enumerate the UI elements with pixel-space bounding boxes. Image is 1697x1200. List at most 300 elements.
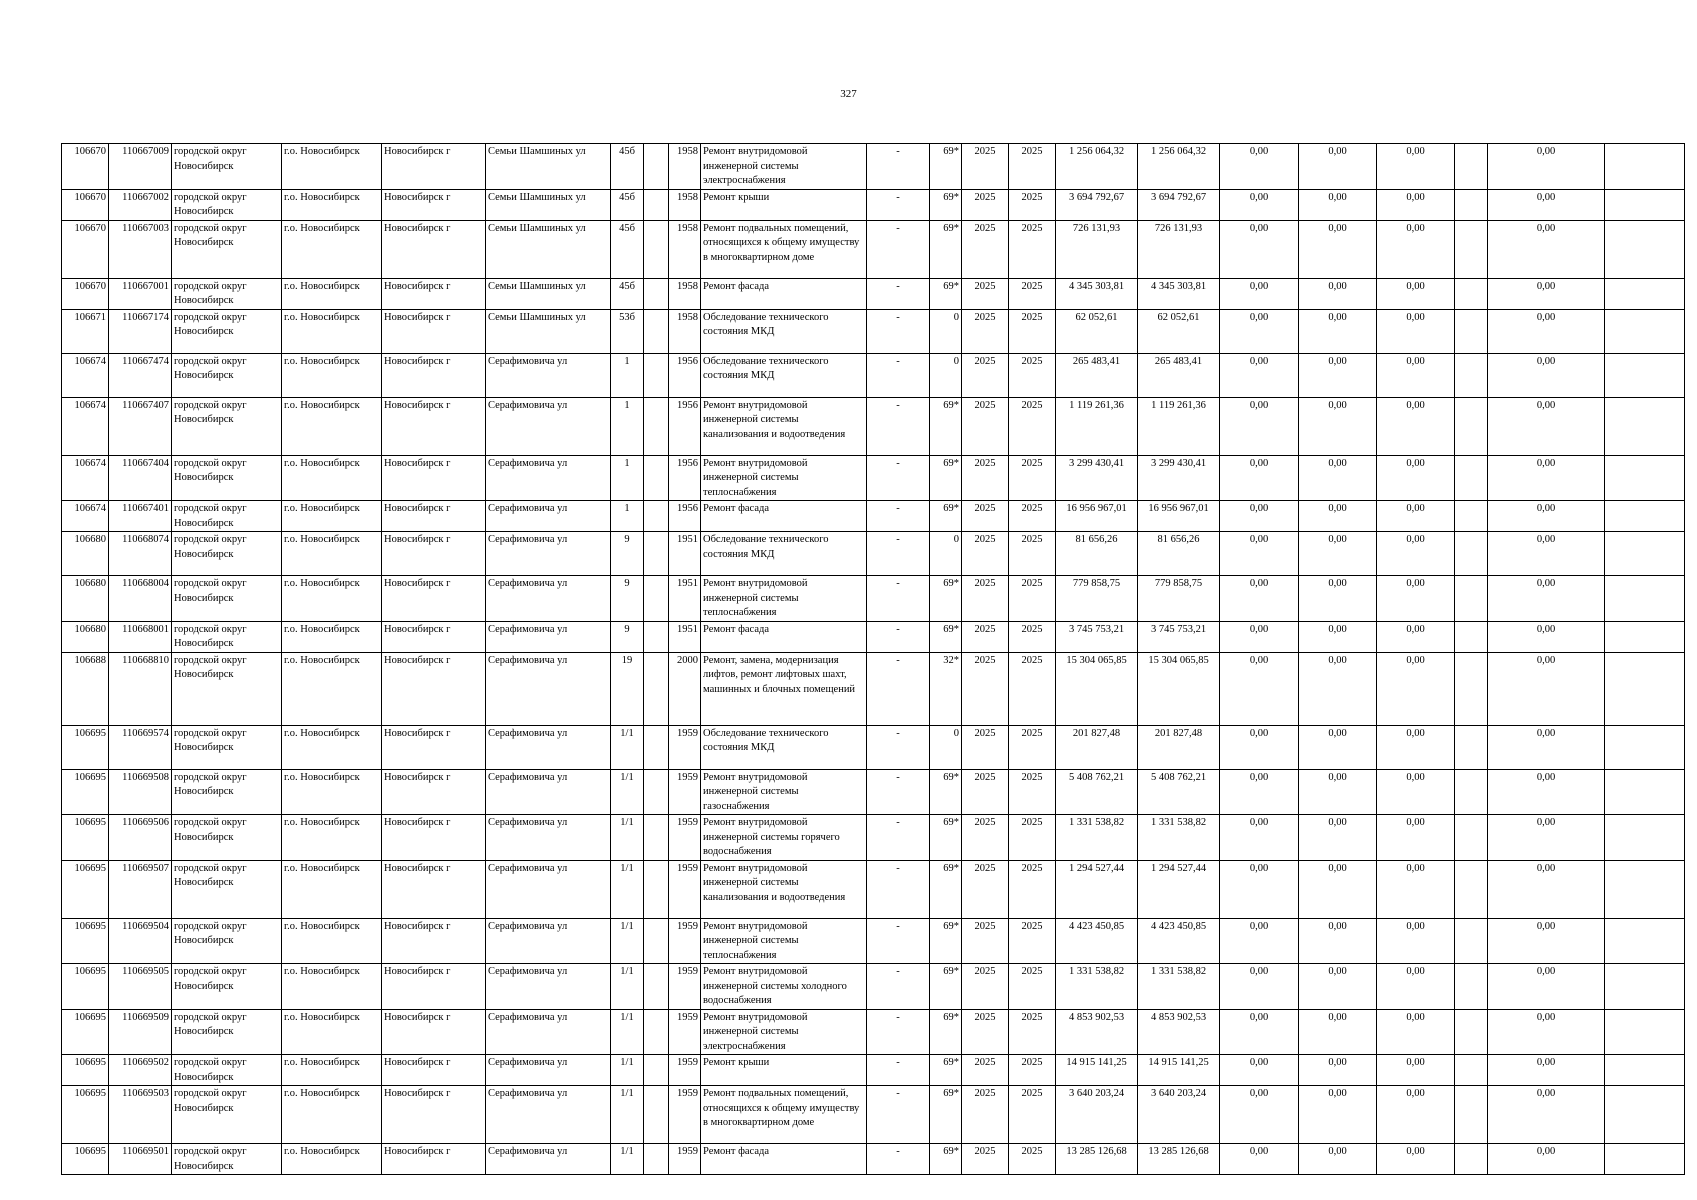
house-id-cell: 106674 [62,353,109,397]
plan-year-end-cell: 2025 [1009,1144,1056,1175]
house-number-cell: 1/1 [611,1086,644,1144]
total-cost-cell: 81 656,26 [1056,532,1138,576]
plan-year-end-cell: 2025 [1009,815,1056,861]
budget-federal-cell: 0,00 [1220,455,1299,501]
wear-percent-cell: 0 [930,725,962,769]
table-row [62,189,1685,220]
street-cell: Серафимовича ул [486,1009,611,1055]
total-cost-cell: 1 331 538,82 [1056,964,1138,1010]
unit-cell: - [867,918,930,964]
house-number-cell: 1/1 [611,1009,644,1055]
wear-percent-cell: 0 [930,532,962,576]
municipality-cell: г.о. Новосибирск [282,1009,382,1055]
budget-federal-cell: 0,00 [1220,769,1299,815]
fund-cost-cell: 81 656,26 [1138,532,1220,576]
building-cell [644,501,669,532]
owners-funds-cell: 0,00 [1488,918,1605,964]
budget-regional-cell: 0,00 [1299,725,1377,769]
build-year-cell: 1958 [669,189,701,220]
owners-funds-cell: 0,00 [1488,769,1605,815]
unit-cell: - [867,144,930,190]
owners-funds-cell: 0,00 [1488,1009,1605,1055]
locality-cell: Новосибирск г [382,532,486,576]
street-cell: Серафимовича ул [486,501,611,532]
table-row [62,455,1685,501]
budget-federal-cell: 0,00 [1220,576,1299,622]
fund-cost-cell: 1 331 538,82 [1138,815,1220,861]
total-cost-cell: 15 304 065,85 [1056,652,1138,725]
empty-cell [1455,621,1488,652]
building-cell [644,964,669,1010]
owners-funds-cell: 0,00 [1488,353,1605,397]
total-cost-cell: 14 915 141,25 [1056,1055,1138,1086]
plan-year-start-cell: 2025 [962,532,1009,576]
owners-funds-cell: 0,00 [1488,1086,1605,1144]
total-cost-cell: 4 853 902,53 [1056,1009,1138,1055]
wear-percent-cell: 69* [930,220,962,278]
fund-cost-cell: 4 345 303,81 [1138,278,1220,309]
empty-cell [1455,144,1488,190]
owners-funds-cell: 0,00 [1488,144,1605,190]
district-cell: городской округ Новосибирск [172,532,282,576]
note-cell [1605,576,1685,622]
municipality-cell: г.о. Новосибирск [282,1144,382,1175]
municipality-cell: г.о. Новосибирск [282,621,382,652]
work-type-cell: Ремонт внутридомовой инженерной системы теплоснабжения [701,918,867,964]
work-code-cell: 110669501 [109,1144,172,1175]
street-cell: Семьи Шамшиных ул [486,309,611,353]
street-cell: Серафимовича ул [486,964,611,1010]
plan-year-end-cell: 2025 [1009,1009,1056,1055]
locality-cell: Новосибирск г [382,1144,486,1175]
locality-cell: Новосибирск г [382,144,486,190]
plan-year-end-cell: 2025 [1009,652,1056,725]
street-cell: Серафимовича ул [486,397,611,455]
wear-percent-cell: 69* [930,918,962,964]
owners-funds-cell: 0,00 [1488,309,1605,353]
plan-year-end-cell: 2025 [1009,725,1056,769]
street-cell: Серафимовича ул [486,769,611,815]
owners-funds-cell: 0,00 [1488,455,1605,501]
municipality-cell: г.о. Новосибирск [282,220,382,278]
house-number-cell: 45б [611,144,644,190]
total-cost-cell: 13 285 126,68 [1056,1144,1138,1175]
plan-year-start-cell: 2025 [962,397,1009,455]
note-cell [1605,1009,1685,1055]
house-number-cell: 1 [611,455,644,501]
street-cell: Серафимовича ул [486,353,611,397]
fund-cost-cell: 62 052,61 [1138,309,1220,353]
house-id-cell: 106674 [62,501,109,532]
work-code-cell: 110667474 [109,353,172,397]
table-row [62,1086,1685,1144]
building-cell [644,918,669,964]
plan-year-start-cell: 2025 [962,309,1009,353]
owners-funds-cell: 0,00 [1488,189,1605,220]
building-cell [644,144,669,190]
plan-year-end-cell: 2025 [1009,278,1056,309]
total-cost-cell: 5 408 762,21 [1056,769,1138,815]
build-year-cell: 1956 [669,397,701,455]
plan-year-end-cell: 2025 [1009,769,1056,815]
street-cell: Серафимовича ул [486,815,611,861]
wear-percent-cell: 69* [930,621,962,652]
empty-cell [1455,353,1488,397]
note-cell [1605,144,1685,190]
table-row [62,1144,1685,1175]
plan-year-start-cell: 2025 [962,576,1009,622]
street-cell: Серафимовича ул [486,1144,611,1175]
unit-cell: - [867,1055,930,1086]
total-cost-cell: 16 956 967,01 [1056,501,1138,532]
table-row [62,918,1685,964]
note-cell [1605,309,1685,353]
house-id-cell: 106680 [62,532,109,576]
budget-federal-cell: 0,00 [1220,532,1299,576]
total-cost-cell: 201 827,48 [1056,725,1138,769]
build-year-cell: 2000 [669,652,701,725]
owners-funds-cell: 0,00 [1488,1055,1605,1086]
district-cell: городской округ Новосибирск [172,652,282,725]
building-cell [644,353,669,397]
unit-cell: - [867,860,930,918]
house-number-cell: 45б [611,278,644,309]
total-cost-cell: 3 694 792,67 [1056,189,1138,220]
note-cell [1605,652,1685,725]
house-number-cell: 53б [611,309,644,353]
capital-repair-table [61,143,1685,1175]
budget-regional-cell: 0,00 [1299,964,1377,1010]
work-type-cell: Ремонт крыши [701,1055,867,1086]
build-year-cell: 1958 [669,309,701,353]
house-id-cell: 106670 [62,220,109,278]
building-cell [644,1144,669,1175]
note-cell [1605,1144,1685,1175]
plan-year-end-cell: 2025 [1009,964,1056,1010]
building-cell [644,815,669,861]
municipality-cell: г.о. Новосибирск [282,576,382,622]
budget-local-cell: 0,00 [1377,532,1455,576]
table-row [62,309,1685,353]
house-id-cell: 106695 [62,918,109,964]
work-code-cell: 110668001 [109,621,172,652]
municipality-cell: г.о. Новосибирск [282,397,382,455]
plan-year-start-cell: 2025 [962,220,1009,278]
district-cell: городской округ Новосибирск [172,501,282,532]
budget-regional-cell: 0,00 [1299,144,1377,190]
municipality-cell: г.о. Новосибирск [282,501,382,532]
unit-cell: - [867,621,930,652]
empty-cell [1455,860,1488,918]
work-code-cell: 110669509 [109,1009,172,1055]
budget-local-cell: 0,00 [1377,918,1455,964]
owners-funds-cell: 0,00 [1488,860,1605,918]
street-cell: Серафимовича ул [486,455,611,501]
wear-percent-cell: 69* [930,1009,962,1055]
budget-federal-cell: 0,00 [1220,1055,1299,1086]
municipality-cell: г.о. Новосибирск [282,353,382,397]
empty-cell [1455,964,1488,1010]
district-cell: городской округ Новосибирск [172,860,282,918]
build-year-cell: 1959 [669,769,701,815]
note-cell [1605,353,1685,397]
work-type-cell: Ремонт фасада [701,278,867,309]
work-type-cell: Ремонт внутридомовой инженерной системы теплоснабжения [701,576,867,622]
plan-year-end-cell: 2025 [1009,1086,1056,1144]
work-code-cell: 110667401 [109,501,172,532]
budget-federal-cell: 0,00 [1220,815,1299,861]
house-number-cell: 19 [611,652,644,725]
owners-funds-cell: 0,00 [1488,621,1605,652]
house-id-cell: 106688 [62,652,109,725]
street-cell: Серафимовича ул [486,532,611,576]
fund-cost-cell: 3 694 792,67 [1138,189,1220,220]
fund-cost-cell: 1 294 527,44 [1138,860,1220,918]
work-code-cell: 110667174 [109,309,172,353]
work-type-cell: Ремонт подвальных помещений, относящихся к общему имуществу в многоквартирном доме [701,220,867,278]
house-id-cell: 106680 [62,576,109,622]
street-cell: Серафимовича ул [486,1055,611,1086]
building-cell [644,576,669,622]
budget-regional-cell: 0,00 [1299,1086,1377,1144]
work-type-cell: Ремонт внутридомовой инженерной системы электроснабжения [701,144,867,190]
unit-cell: - [867,353,930,397]
district-cell: городской округ Новосибирск [172,1009,282,1055]
budget-regional-cell: 0,00 [1299,353,1377,397]
work-code-cell: 110669508 [109,769,172,815]
building-cell [644,220,669,278]
work-type-cell: Обследование технического состояния МКД [701,725,867,769]
municipality-cell: г.о. Новосибирск [282,725,382,769]
budget-regional-cell: 0,00 [1299,860,1377,918]
locality-cell: Новосибирск г [382,501,486,532]
budget-federal-cell: 0,00 [1220,220,1299,278]
building-cell [644,532,669,576]
empty-cell [1455,1086,1488,1144]
budget-local-cell: 0,00 [1377,964,1455,1010]
locality-cell: Новосибирск г [382,189,486,220]
district-cell: городской округ Новосибирск [172,220,282,278]
unit-cell: - [867,576,930,622]
budget-federal-cell: 0,00 [1220,1144,1299,1175]
budget-local-cell: 0,00 [1377,1055,1455,1086]
total-cost-cell: 726 131,93 [1056,220,1138,278]
build-year-cell: 1959 [669,964,701,1010]
build-year-cell: 1959 [669,1009,701,1055]
budget-local-cell: 0,00 [1377,1086,1455,1144]
note-cell [1605,918,1685,964]
plan-year-start-cell: 2025 [962,1009,1009,1055]
fund-cost-cell: 1 331 538,82 [1138,964,1220,1010]
work-code-cell: 110667009 [109,144,172,190]
work-type-cell: Ремонт, замена, модернизация лифтов, ремонт лифтовых шахт, машинных и блочных помещений [701,652,867,725]
locality-cell: Новосибирск г [382,278,486,309]
district-cell: городской округ Новосибирск [172,964,282,1010]
building-cell [644,189,669,220]
empty-cell [1455,1055,1488,1086]
locality-cell: Новосибирск г [382,576,486,622]
budget-regional-cell: 0,00 [1299,1055,1377,1086]
plan-year-start-cell: 2025 [962,621,1009,652]
fund-cost-cell: 3 745 753,21 [1138,621,1220,652]
house-id-cell: 106670 [62,189,109,220]
table-row [62,501,1685,532]
plan-year-end-cell: 2025 [1009,918,1056,964]
wear-percent-cell: 69* [930,860,962,918]
work-code-cell: 110669574 [109,725,172,769]
plan-year-end-cell: 2025 [1009,532,1056,576]
house-number-cell: 1 [611,353,644,397]
budget-regional-cell: 0,00 [1299,309,1377,353]
plan-year-start-cell: 2025 [962,860,1009,918]
fund-cost-cell: 13 285 126,68 [1138,1144,1220,1175]
work-type-cell: Ремонт подвальных помещений, относящихся к общему имуществу в многоквартирном доме [701,1086,867,1144]
fund-cost-cell: 265 483,41 [1138,353,1220,397]
empty-cell [1455,576,1488,622]
work-code-cell: 110669505 [109,964,172,1010]
budget-local-cell: 0,00 [1377,353,1455,397]
plan-year-start-cell: 2025 [962,144,1009,190]
house-number-cell: 1/1 [611,815,644,861]
house-id-cell: 106695 [62,860,109,918]
district-cell: городской округ Новосибирск [172,918,282,964]
district-cell: городской округ Новосибирск [172,576,282,622]
empty-cell [1455,769,1488,815]
build-year-cell: 1958 [669,220,701,278]
house-number-cell: 1/1 [611,1055,644,1086]
empty-cell [1455,309,1488,353]
work-code-cell: 110668074 [109,532,172,576]
note-cell [1605,397,1685,455]
wear-percent-cell: 69* [930,964,962,1010]
building-cell [644,652,669,725]
note-cell [1605,964,1685,1010]
plan-year-start-cell: 2025 [962,769,1009,815]
budget-regional-cell: 0,00 [1299,532,1377,576]
municipality-cell: г.о. Новосибирск [282,189,382,220]
plan-year-end-cell: 2025 [1009,621,1056,652]
note-cell [1605,860,1685,918]
budget-local-cell: 0,00 [1377,1144,1455,1175]
build-year-cell: 1959 [669,918,701,964]
plan-year-start-cell: 2025 [962,918,1009,964]
table-row [62,353,1685,397]
building-cell [644,769,669,815]
owners-funds-cell: 0,00 [1488,576,1605,622]
work-type-cell: Ремонт фасада [701,1144,867,1175]
note-cell [1605,455,1685,501]
house-id-cell: 106695 [62,1144,109,1175]
total-cost-cell: 1 331 538,82 [1056,815,1138,861]
house-id-cell: 106670 [62,278,109,309]
street-cell: Серафимовича ул [486,621,611,652]
work-code-cell: 110668004 [109,576,172,622]
plan-year-end-cell: 2025 [1009,144,1056,190]
work-type-cell: Ремонт крыши [701,189,867,220]
budget-federal-cell: 0,00 [1220,725,1299,769]
budget-regional-cell: 0,00 [1299,1009,1377,1055]
building-cell [644,1086,669,1144]
district-cell: городской округ Новосибирск [172,621,282,652]
plan-year-start-cell: 2025 [962,455,1009,501]
total-cost-cell: 1 294 527,44 [1056,860,1138,918]
building-cell [644,621,669,652]
empty-cell [1455,189,1488,220]
wear-percent-cell: 69* [930,501,962,532]
street-cell: Семьи Шамшиных ул [486,189,611,220]
budget-regional-cell: 0,00 [1299,1144,1377,1175]
owners-funds-cell: 0,00 [1488,532,1605,576]
street-cell: Семьи Шамшиных ул [486,144,611,190]
unit-cell: - [867,220,930,278]
owners-funds-cell: 0,00 [1488,1144,1605,1175]
plan-year-end-cell: 2025 [1009,309,1056,353]
table-row [62,576,1685,622]
note-cell [1605,725,1685,769]
plan-year-end-cell: 2025 [1009,353,1056,397]
budget-federal-cell: 0,00 [1220,278,1299,309]
work-code-cell: 110669503 [109,1086,172,1144]
house-number-cell: 9 [611,621,644,652]
fund-cost-cell: 726 131,93 [1138,220,1220,278]
wear-percent-cell: 0 [930,309,962,353]
unit-cell: - [867,652,930,725]
work-type-cell: Ремонт внутридомовой инженерной системы газоснабжения [701,769,867,815]
owners-funds-cell: 0,00 [1488,652,1605,725]
unit-cell: - [867,278,930,309]
build-year-cell: 1956 [669,455,701,501]
build-year-cell: 1959 [669,1086,701,1144]
district-cell: городской округ Новосибирск [172,455,282,501]
budget-local-cell: 0,00 [1377,576,1455,622]
building-cell [644,860,669,918]
table-row [62,860,1685,918]
budget-local-cell: 0,00 [1377,652,1455,725]
fund-cost-cell: 15 304 065,85 [1138,652,1220,725]
budget-local-cell: 0,00 [1377,278,1455,309]
build-year-cell: 1959 [669,815,701,861]
table-row [62,532,1685,576]
budget-federal-cell: 0,00 [1220,918,1299,964]
unit-cell: - [867,1009,930,1055]
district-cell: городской округ Новосибирск [172,189,282,220]
empty-cell [1455,455,1488,501]
building-cell [644,397,669,455]
municipality-cell: г.о. Новосибирск [282,964,382,1010]
plan-year-end-cell: 2025 [1009,1055,1056,1086]
budget-local-cell: 0,00 [1377,860,1455,918]
build-year-cell: 1958 [669,144,701,190]
total-cost-cell: 3 640 203,24 [1056,1086,1138,1144]
total-cost-cell: 1 119 261,36 [1056,397,1138,455]
work-code-cell: 110667001 [109,278,172,309]
note-cell [1605,815,1685,861]
unit-cell: - [867,725,930,769]
street-cell: Семьи Шамшиных ул [486,278,611,309]
wear-percent-cell: 69* [930,189,962,220]
house-number-cell: 1/1 [611,1144,644,1175]
district-cell: городской округ Новосибирск [172,1086,282,1144]
district-cell: городской округ Новосибирск [172,397,282,455]
build-year-cell: 1959 [669,860,701,918]
budget-local-cell: 0,00 [1377,621,1455,652]
fund-cost-cell: 14 915 141,25 [1138,1055,1220,1086]
municipality-cell: г.о. Новосибирск [282,309,382,353]
plan-year-end-cell: 2025 [1009,501,1056,532]
district-cell: городской округ Новосибирск [172,1055,282,1086]
table-row [62,769,1685,815]
work-code-cell: 110667404 [109,455,172,501]
